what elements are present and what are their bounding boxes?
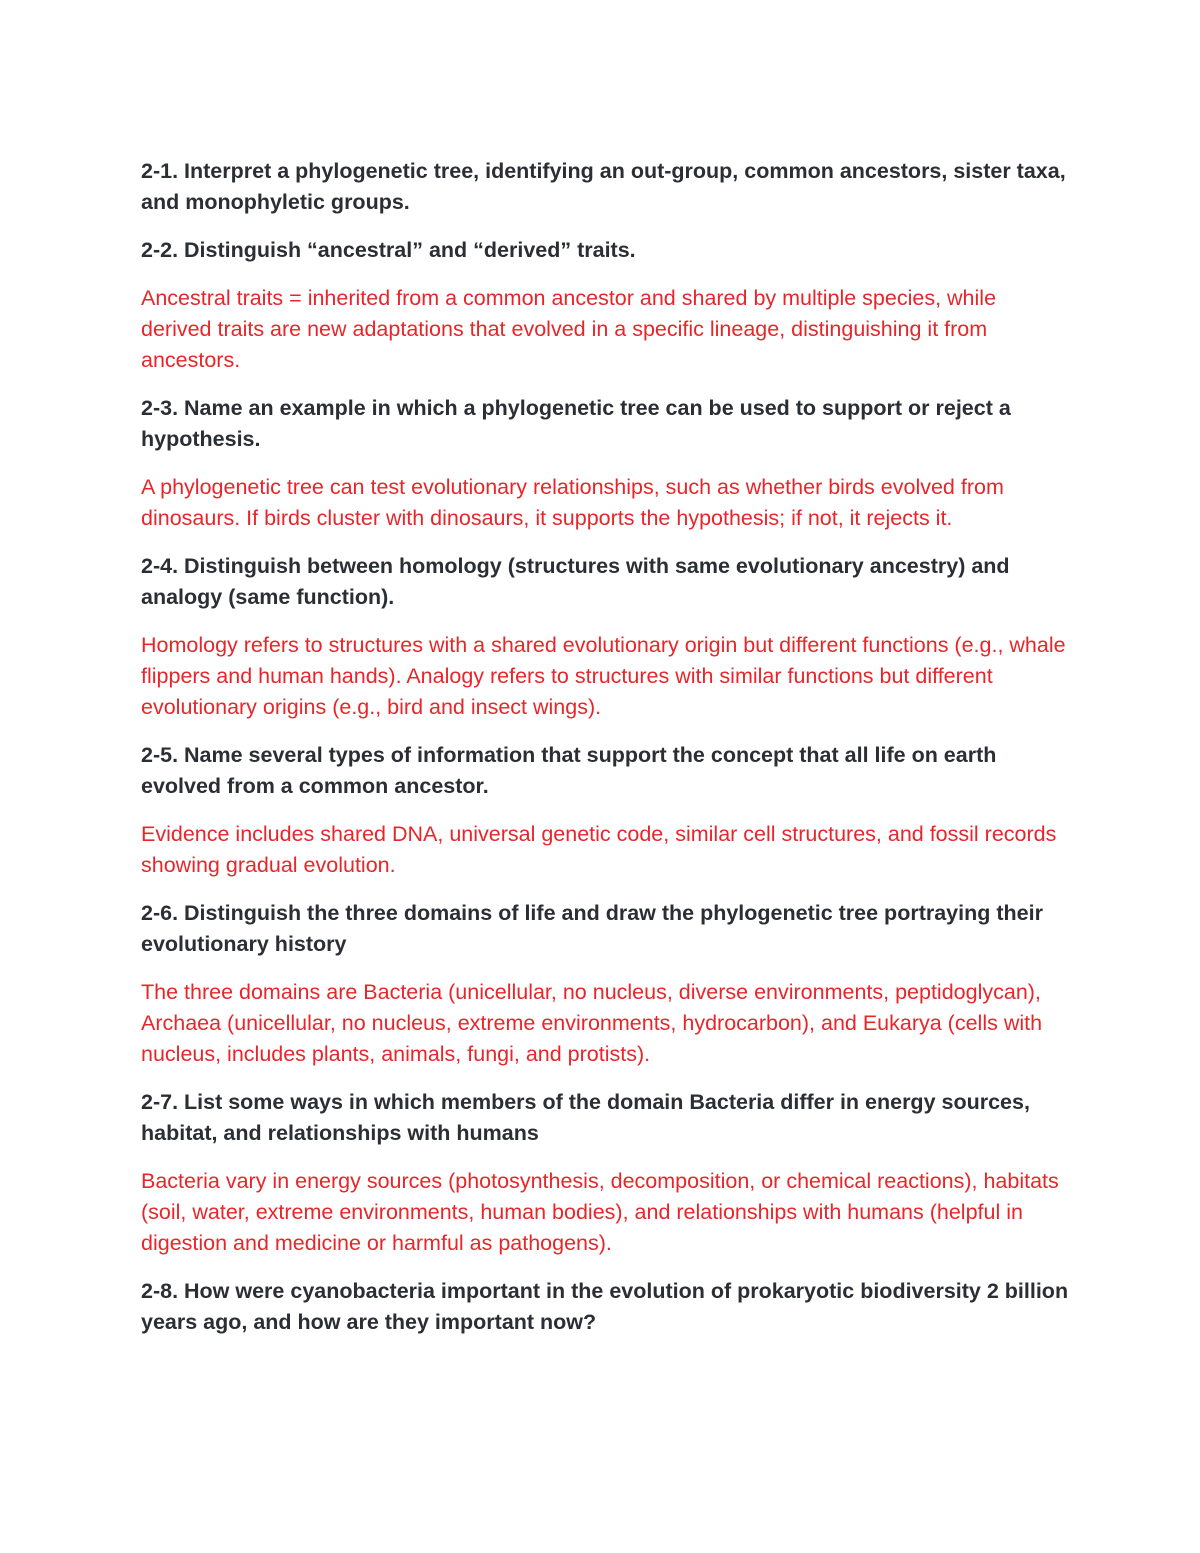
question-2-4: 2-4. Distinguish between homology (structures with same evolutionary ancestry) and analogy (same function). xyxy=(141,554,1010,609)
document-page xyxy=(141,156,1071,1355)
question-2-1: 2-1. Interpret a phylogenetic tree, identifying an out-group, common ancestors, sister taxa, and monophyletic groups. xyxy=(141,159,1066,214)
question-2-2: 2-2. Distinguish “ancestral” and “derived” traits. xyxy=(141,238,636,262)
answer-2-3: A phylogenetic tree can test evolutionary relationships, such as whether birds evolved from dinosaurs. If birds cluster with dinosaurs, it supports the hypothesis; if not, it rejects it. xyxy=(141,475,1004,530)
question-2-3: 2-3. Name an example in which a phylogenetic tree can be used to support or reject a hypothesis. xyxy=(141,396,1011,451)
answer-2-6: The three domains are Bacteria (unicellular, no nucleus, diverse environments, peptidoglycan), Archaea (unicellular, no nucleus, extreme environments, hydrocarbon), and Eukarya (cells with nucleus, includes plants, animals, fungi, and protists). xyxy=(141,980,1043,1066)
question-2-7: 2-7. List some ways in which members of the domain Bacteria differ in energy sources, habitat, and relationships with humans xyxy=(141,1090,1030,1145)
answer-2-5: Evidence includes shared DNA, universal genetic code, similar cell structures, and fossil records showing gradual evolution. xyxy=(141,822,1057,877)
answer-2-2: Ancestral traits = inherited from a common ancestor and shared by multiple species, while derived traits are new adaptations that evolved in a specific lineage, distinguishing it from ancestors. xyxy=(141,286,997,372)
question-2-5: 2-5. Name several types of information that support the concept that all life on earth evolved from a common ancestor. xyxy=(141,743,997,798)
question-2-8: 2-8. How were cyanobacteria important in the evolution of prokaryotic biodiversity 2 billion years ago, and how are they important now? xyxy=(141,1279,1069,1334)
question-2-6: 2-6. Distinguish the three domains of life and draw the phylogenetic tree portraying their evolutionary history xyxy=(141,901,1043,956)
answer-2-4: Homology refers to structures with a shared evolutionary origin but different functions (e.g., whale flippers and human hands). Analogy refers to structures with similar functions but different evolutionary origins (e.g., bird and insect wings). xyxy=(141,633,1066,719)
answer-2-7: Bacteria vary in energy sources (photosynthesis, decomposition, or chemical reactions), habitats (soil, water, extreme environments, human bodies), and relationships with humans (helpful in digestion and medicine or harmful as pathogens). xyxy=(141,1169,1059,1255)
